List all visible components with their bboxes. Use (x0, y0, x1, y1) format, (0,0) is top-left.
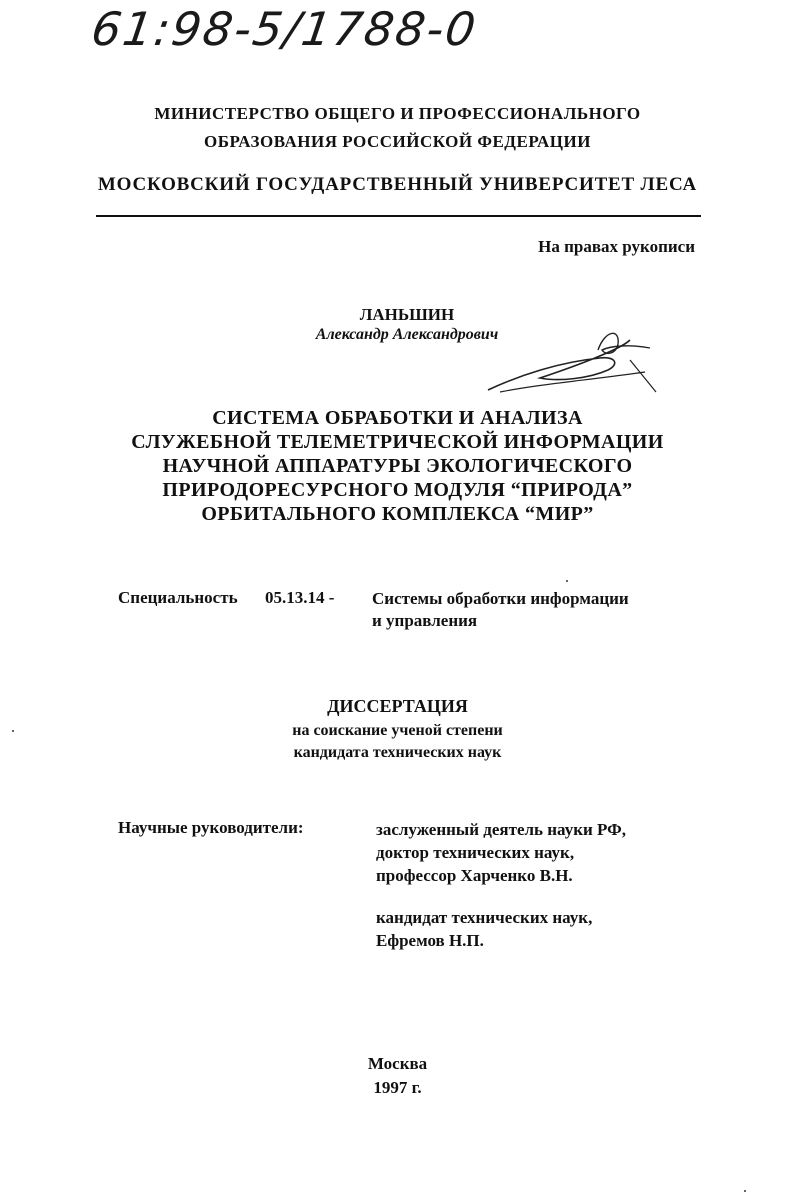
advisor-line: заслуженный деятель науки РФ, (376, 820, 626, 839)
advisor-line: профессор Харченко В.Н. (376, 866, 573, 885)
handwritten-catalog-number: 61:98-5/1788-0 (88, 2, 481, 56)
header-divider (96, 215, 701, 217)
advisor-first (376, 818, 626, 887)
advisor-line: кандидат технических наук, (376, 908, 593, 927)
city: Москва (367, 1054, 428, 1073)
advisor-line: Ефремов Н.П. (376, 931, 484, 950)
university-name: МОСКОВСКИЙ ГОСУДАРСТВЕННЫЙ УНИВЕРСИТЕТ ЛЕСА (97, 174, 698, 195)
author-surname: ЛАНЬШИН (359, 305, 455, 324)
scan-speck (566, 580, 568, 582)
year: 1997 г. (373, 1078, 422, 1097)
specialty-code: 05.13.14 - (265, 588, 335, 607)
advisors-label: Научные руководители: (118, 818, 304, 837)
degree-line-2: кандидата технических наук (293, 744, 502, 761)
dissertation-degree (0, 720, 795, 764)
manuscript-rights-note: На правах рукописи (538, 237, 695, 256)
author-given-names: Александр Александрович (315, 326, 499, 343)
scan-speck (12, 730, 14, 732)
specialty-name-line-1: Системы обработки информации (372, 589, 629, 608)
title-line: ПРИРОДОРЕСУРСНОГО МОДУЛЯ “ПРИРОДА” (162, 479, 633, 501)
dissertation-heading: ДИССЕРТАЦИЯ (327, 696, 468, 716)
degree-line-1: на соискание ученой степени (292, 722, 503, 739)
author-signature (480, 320, 660, 400)
advisor-line: доктор технических наук, (376, 843, 575, 862)
ministry-line-2: ОБРАЗОВАНИЯ РОССИЙСКОЙ ФЕДЕРАЦИИ (204, 132, 591, 151)
ministry-header (0, 100, 795, 156)
advisor-second (376, 906, 592, 952)
title-line: НАУЧНОЙ АППАРАТУРЫ ЭКОЛОГИЧЕСКОГО (162, 455, 633, 477)
title-line: СЛУЖЕБНОЙ ТЕЛЕМЕТРИЧЕСКОЙ ИНФОРМАЦИИ (131, 431, 664, 453)
dissertation-topic (0, 406, 795, 526)
title-line: ОРБИТАЛЬНОГО КОМПЛЕКСА “МИР” (201, 503, 594, 525)
specialty-label: Специальность (118, 588, 238, 607)
title-line: СИСТЕМА ОБРАБОТКИ И АНАЛИЗА (212, 407, 583, 429)
place-and-year (0, 1052, 795, 1100)
specialty-name (372, 588, 629, 632)
ministry-line-1: МИНИСТЕРСТВО ОБЩЕГО И ПРОФЕССИОНАЛЬНОГО (154, 104, 641, 123)
specialty-name-line-2: и управления (372, 611, 478, 630)
scan-speck (744, 1190, 746, 1192)
